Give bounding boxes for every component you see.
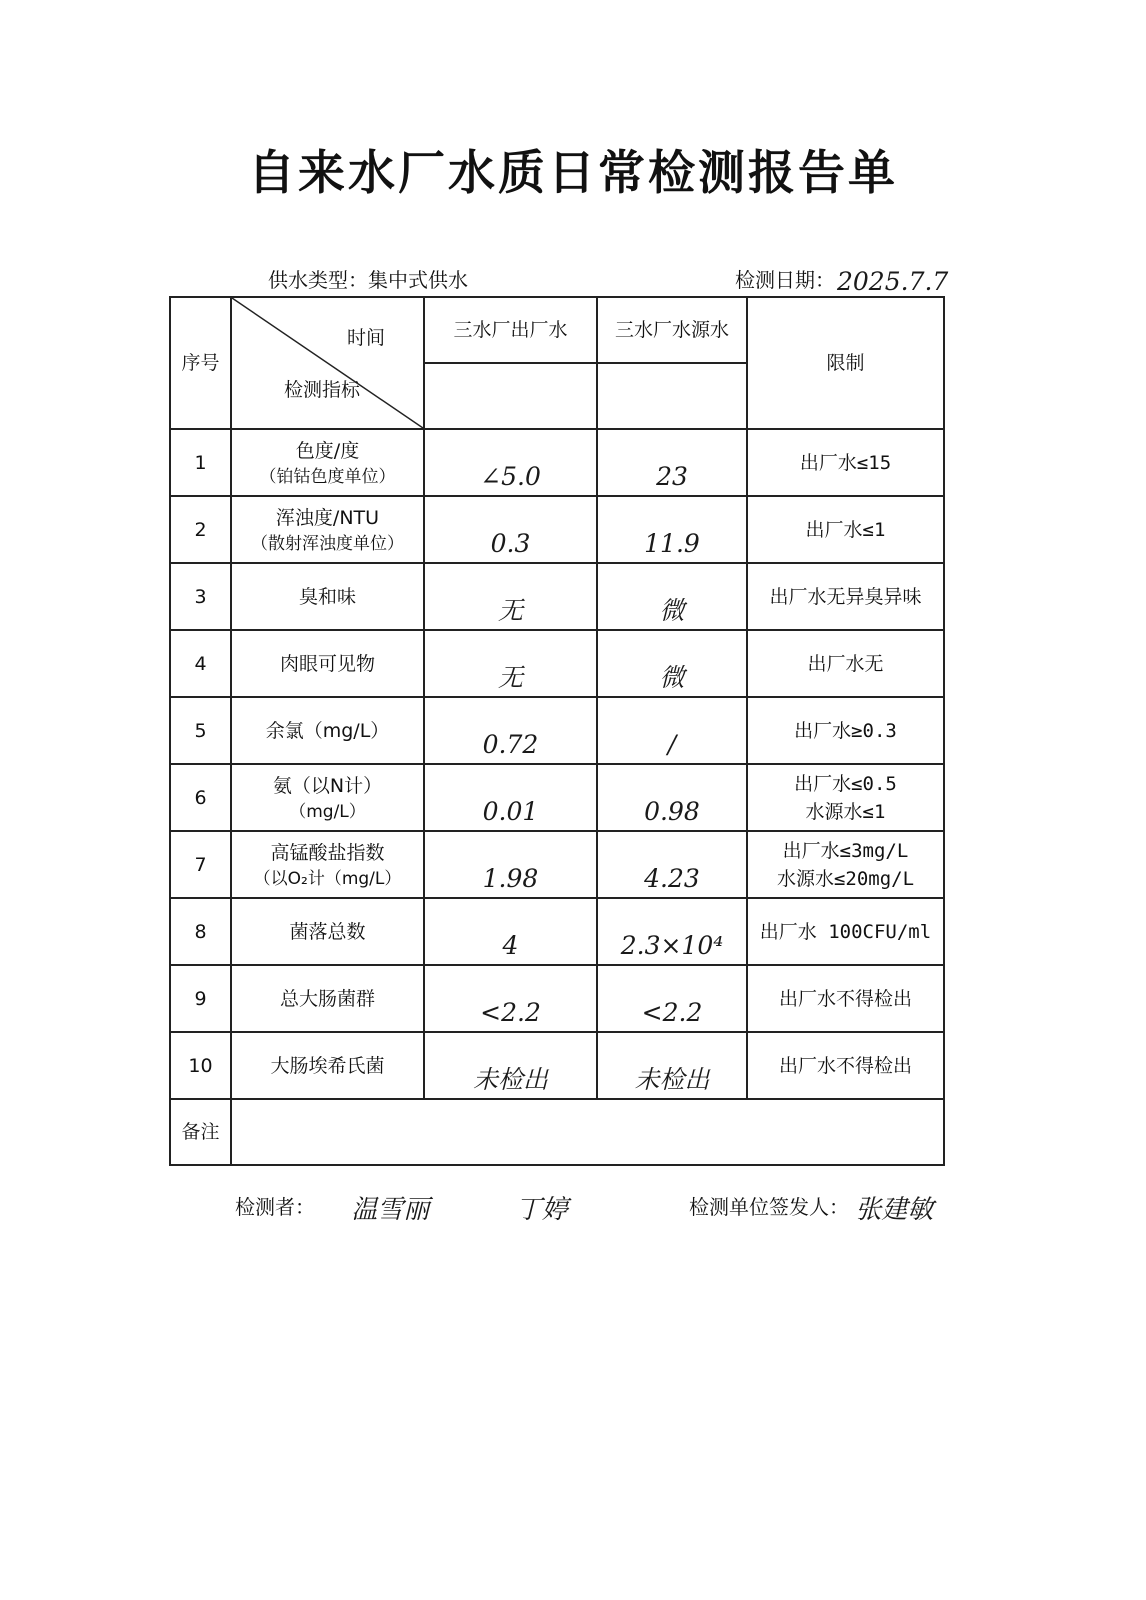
row-item [231,898,424,965]
row-item-unit: （散射浑浊度单位） [251,533,404,554]
row-item [231,563,424,630]
issuer-label: 检测单位签发人： [689,1195,849,1219]
row-value-source [597,429,747,496]
issuer [689,1185,934,1225]
row-value-source-text: 微 [659,663,685,692]
row-value-outlet-text: <2.2 [480,998,541,1027]
row-value-outlet [424,563,597,630]
row-value-source-text: 微 [659,596,685,625]
row-item-unit: （铂钴色度单位） [259,466,396,487]
diag-time-label: 时间 [346,327,385,349]
issuer-signature: 张建敏 [855,1195,934,1225]
diagonal-header-cell [231,297,424,429]
col2-subheader [597,363,747,429]
row-item-name: 大肠埃希氏菌 [270,1054,385,1077]
remark-label: 备注 [170,1099,231,1165]
row-seq: 2 [170,496,231,563]
row-item-name: 氨（以N计） [272,774,383,797]
row-item [231,1032,424,1099]
row-value-outlet-text: 0.01 [482,797,539,826]
row-value-outlet [424,898,597,965]
table-row [170,429,944,496]
row-item-unit: （以O₂计（mg/L） [253,868,402,889]
row-limit [747,965,944,1032]
inspector-signature-2: 丁婷 [515,1195,568,1225]
row-value-outlet [424,1032,597,1099]
report-title: 自来水厂水质日常检测报告单 [248,146,898,201]
row-seq: 10 [170,1032,231,1099]
row-value-source-text: 23 [656,462,688,491]
row-value-outlet [424,831,597,898]
row-seq: 4 [170,630,231,697]
row-value-outlet-text: 4 [502,931,519,960]
row-seq: 9 [170,965,231,1032]
remark-value [231,1099,944,1165]
row-value-outlet [424,965,597,1032]
row-limit-line1: 出厂水≤1 [805,518,886,541]
row-value-source-text: 未检出 [634,1065,710,1094]
row-limit [747,630,944,697]
row-limit [747,429,944,496]
row-item-name: 余氯（mg/L） [265,719,390,742]
col1-header: 三水厂出厂水 [424,297,597,363]
row-value-source [597,630,747,697]
row-item-unit: （mg/L） [289,801,366,822]
row-value-source-text: <2.2 [641,998,703,1027]
row-value-outlet-text: 0.72 [482,730,539,759]
row-item [231,831,424,898]
inspector [235,1185,568,1225]
table-row [170,898,944,965]
row-seq: 5 [170,697,231,764]
diag-item-label: 检测指标 [284,379,361,401]
table-row [170,764,944,831]
row-item [231,630,424,697]
row-seq: 6 [170,764,231,831]
row-limit [747,496,944,563]
row-value-source [597,563,747,630]
report-table [169,296,945,1166]
row-item [231,429,424,496]
row-value-outlet-text: ∠5.0 [480,462,541,491]
row-limit-line1: 出厂水≥0.3 [794,719,897,742]
row-limit-line1: 出厂水无异臭异味 [769,585,922,608]
row-item-name: 浑浊度/NTU [275,506,380,529]
row-value-source-text: 11.9 [644,529,700,558]
date-value: 2025.7.7 [837,267,949,296]
row-item-name: 菌落总数 [289,920,366,943]
row-limit [747,697,944,764]
col1-subheader [424,363,597,429]
diagonal-line [232,298,423,428]
row-value-outlet [424,764,597,831]
col2-header: 三水厂水源水 [597,297,747,363]
limit-header: 限制 [747,297,944,429]
supply-type: 供水类型：集中式供水 [268,268,468,292]
table-row [170,630,944,697]
row-limit-line1: 出厂水≤3mg/L [782,839,909,862]
row-limit [747,563,944,630]
row-limit [747,1032,944,1099]
seq-header: 序号 [170,297,231,429]
table-row [170,965,944,1032]
row-value-outlet [424,630,597,697]
row-value-source [597,831,747,898]
row-value-source-text: 0.98 [644,797,700,826]
row-value-source-text: 4.23 [644,864,700,893]
row-limit [747,831,944,898]
inspector-signature-1: 温雪丽 [351,1195,430,1225]
row-seq: 7 [170,831,231,898]
row-limit-line1: 出厂水不得检出 [778,1054,912,1077]
row-item-name: 高锰酸盐指数 [270,841,385,864]
row-value-source [597,496,747,563]
remark-row [170,1099,944,1165]
row-value-outlet-text: 0.3 [490,529,531,558]
row-value-outlet-text: 未检出 [472,1065,548,1094]
row-item [231,697,424,764]
row-value-source [597,697,747,764]
row-value-source [597,764,747,831]
row-seq: 1 [170,429,231,496]
row-seq: 3 [170,563,231,630]
row-limit-line1: 出厂水≤0.5 [794,772,897,795]
row-value-outlet-text: 1.98 [482,864,539,893]
row-value-outlet [424,496,597,563]
row-limit [747,764,944,831]
row-value-source [597,965,747,1032]
row-value-source-text: / [667,730,677,759]
row-value-source-text: 2.3×10⁴ [620,931,724,960]
table-row [170,1032,944,1099]
table-row [170,697,944,764]
row-limit-line2: 水源水≤1 [805,800,886,823]
row-limit [747,898,944,965]
row-value-outlet [424,429,597,496]
table-row [170,496,944,563]
row-value-outlet-text: 无 [497,663,523,692]
test-date [735,264,949,296]
inspector-label: 检测者： [235,1195,315,1219]
row-limit-line1: 出厂水不得检出 [778,987,912,1010]
row-limit-line1: 出厂水≤15 [799,451,892,474]
row-item-name: 肉眼可见物 [279,652,375,675]
row-value-source [597,1032,747,1099]
row-item [231,965,424,1032]
row-limit-line2: 水源水≤20mg/L [776,867,915,890]
row-seq: 8 [170,898,231,965]
row-value-outlet [424,697,597,764]
row-item-name: 色度/度 [295,439,360,462]
table-row [170,563,944,630]
row-limit-line1: 出厂水无 [807,652,884,675]
table-row [170,831,944,898]
row-item [231,496,424,563]
date-label: 检测日期： [735,268,835,292]
row-limit-line1: 出厂水 100CFU/ml [759,920,932,943]
row-value-outlet-text: 无 [497,596,523,625]
row-value-source [597,898,747,965]
row-item-name: 臭和味 [298,585,356,608]
row-item-name: 总大肠菌群 [279,987,375,1010]
row-item [231,764,424,831]
